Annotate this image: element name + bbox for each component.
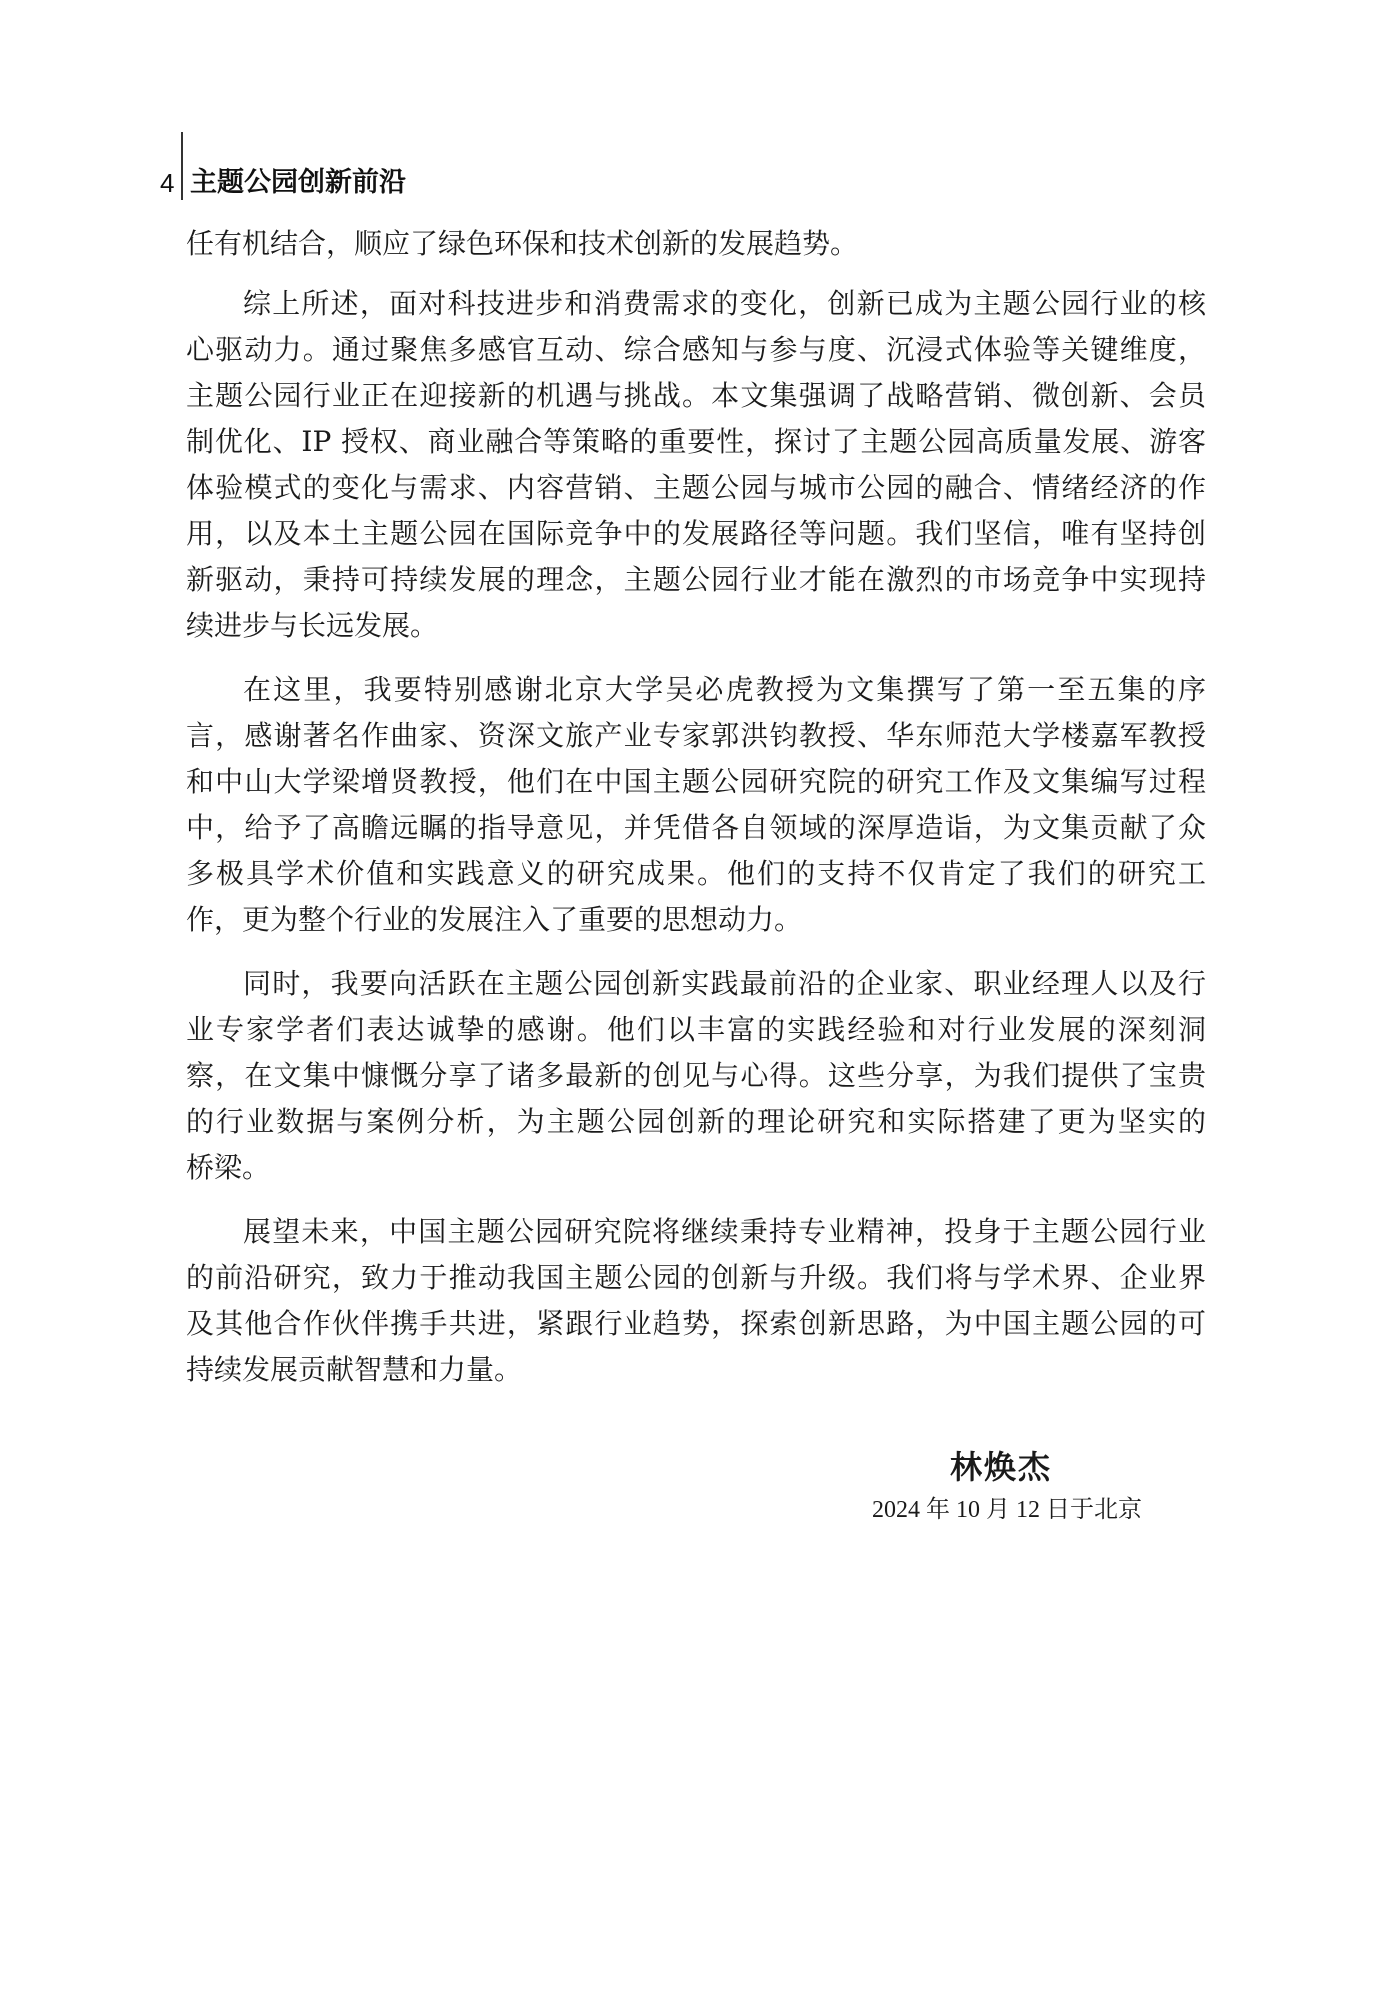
text-line: 任有机结合，顺应了绿色环保和技术创新的发展趋势。 xyxy=(186,227,859,260)
text-line: 续进步与长远发展。 xyxy=(186,609,439,642)
running-header-title: 主题公园创新前沿 xyxy=(190,167,406,198)
paragraph-acknowledgement-practitioners xyxy=(186,961,1206,1191)
text-line: 察，在文集中慷慨分享了诸多最新的创见与心得。这些分享，为我们提供了宝贵 xyxy=(186,1059,1206,1092)
paragraph-summary xyxy=(186,281,1206,649)
text-line: 多极具学术价值和实践意义的研究成果。他们的支持不仅肯定了我们的研究工 xyxy=(186,857,1206,890)
text-line: 心驱动力。通过聚焦多感官互动、综合感知与参与度、沉浸式体验等关键维度， xyxy=(186,333,1206,366)
text-line: 及其他合作伙伴携手共进，紧跟行业趋势，探索创新思路，为中国主题公园的可 xyxy=(186,1307,1206,1340)
signature-date-place: 2024 年 10 月 12 日于北京 xyxy=(872,1497,1142,1523)
text-line: 新驱动，秉持可持续发展的理念，主题公园行业才能在激烈的市场竞争中实现持 xyxy=(186,563,1206,596)
text-line: 的前沿研究，致力于推动我国主题公园的创新与升级。我们将与学术界、企业界 xyxy=(186,1261,1206,1294)
paragraph-continuation xyxy=(186,221,1206,267)
header-divider xyxy=(181,132,183,200)
text-line: 桥梁。 xyxy=(186,1151,271,1184)
text-line: 持续发展贡献智慧和力量。 xyxy=(186,1353,523,1386)
text-line: 业专家学者们表达诚挚的感谢。他们以丰富的实践经验和对行业发展的深刻洞 xyxy=(186,1013,1206,1046)
text-line: 综上所述，面对科技进步和消费需求的变化，创新已成为主题公园行业的核 xyxy=(243,287,1206,320)
text-line: 的行业数据与案例分析，为主题公园创新的理论研究和实际搭建了更为坚实的 xyxy=(186,1105,1206,1138)
text-line: 同时，我要向活跃在主题公园创新实践最前沿的企业家、职业经理人以及行 xyxy=(243,967,1206,1000)
text-line: 展望未来，中国主题公园研究院将继续秉持专业精神，投身于主题公园行业 xyxy=(243,1215,1206,1248)
signature-author: 林焕杰 xyxy=(949,1448,1052,1486)
page-number: 4 xyxy=(160,168,175,198)
body-text xyxy=(186,221,1206,1393)
text-line: 和中山大学梁增贤教授，他们在中国主题公园研究院的研究工作及文集编写过程 xyxy=(186,765,1206,798)
paragraph-outlook xyxy=(186,1209,1206,1393)
text-line: 制优化、IP 授权、商业融合等策略的重要性，探讨了主题公园高质量发展、游客 xyxy=(186,425,1206,458)
text-line: 体验模式的变化与需求、内容营销、主题公园与城市公园的融合、情绪经济的作 xyxy=(186,471,1206,504)
text-line: 主题公园行业正在迎接新的机遇与挑战。本文集强调了战略营销、微创新、会员 xyxy=(186,379,1206,412)
text-line: 中，给予了高瞻远瞩的指导意见，并凭借各自领域的深厚造诣，为文集贡献了众 xyxy=(186,811,1206,844)
text-line: 在这里，我要特别感谢北京大学吴必虎教授为文集撰写了第一至五集的序 xyxy=(243,673,1206,706)
text-line: 用，以及本土主题公园在国际竞争中的发展路径等问题。我们坚信，唯有坚持创 xyxy=(186,517,1206,550)
text-line: 作，更为整个行业的发展注入了重要的思想动力。 xyxy=(186,903,803,936)
paragraph-acknowledgement-scholars xyxy=(186,667,1206,943)
text-line: 言，感谢著名作曲家、资深文旅产业专家郭洪钧教授、华东师范大学楼嘉军教授 xyxy=(186,719,1206,752)
